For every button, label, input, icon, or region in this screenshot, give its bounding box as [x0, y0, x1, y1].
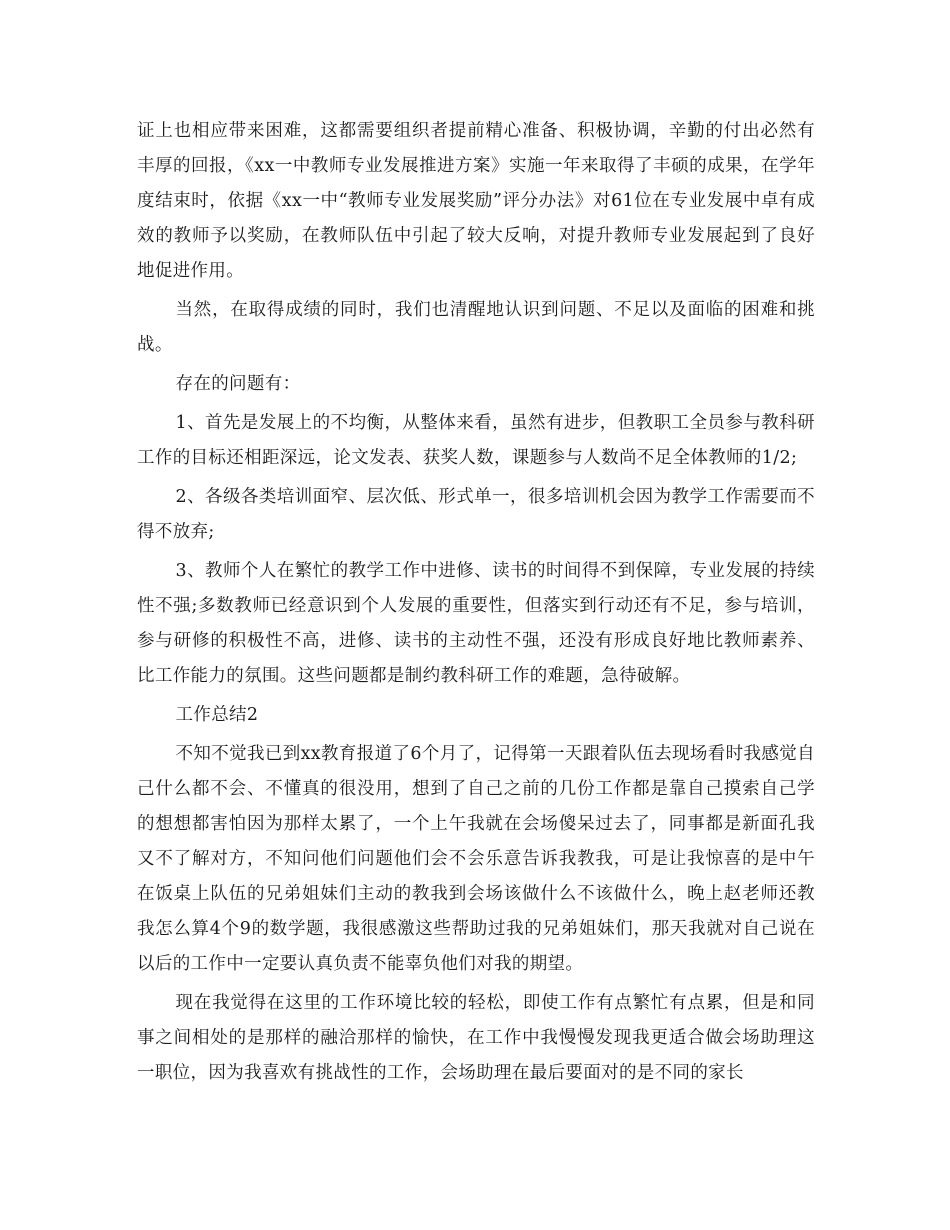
problem-item-2: 2、各级各类培训面窄、层次低、形式单一，很多培训机会因为教学工作需要而不得不放弃; [137, 487, 815, 542]
paragraph-challenges: 当然，在取得成绩的同时，我们也清醒地认识到问题、不足以及面临的困难和挑战。 [137, 300, 815, 355]
problem-item-1: 1、首先是发展上的不均衡，从整体来看，虽然有进步，但教职工全员参与教科研工作的目标还相距深远，论文发表、获奖人数，课题参与人数尚不足全体教师的1/2; [137, 413, 815, 468]
paragraph-first-months: 不知不觉我已到xx教育报道了6个月了，记得第一天跟着队伍去现场看时我感觉自己什么都不会、不懂真的很没用，想到了自己之前的几份工作都是靠自己摸索自己学的想想都害怕因为那样太累了，一个上午我就在会场傻呆过去了，同事都是新面孔我又不了解对方，不知问他们问题他们会不会乐意告诉我教我，可是让我惊喜的是中午在饭桌上队伍的兄弟姐妹们主动的教我到会场该做什么不该做什么，晚上赵老师还教我怎么算4个9的数学题，我很感激这些帮助过我的兄弟姐妹们，那天我就对自己说在以后的工作中一定要认真负责不能辜负他们对我的期望。 [137, 744, 815, 974]
section-title-work-summary-2: 工作总结2 [175, 705, 259, 725]
paragraph-continuation: 证上也相应带来困难，这都需要组织者提前精心准备、积极协调，辛勤的付出必然有丰厚的回报，《xx一中教师专业发展推进方案》实施一年来取得了丰硕的成果，在学年度结束时，依据《xx一中“教师专业发展奖励”评分办法》对61位在专业发展中卓有成效的教师予以奖励，在教师队伍中引起了较大反响，对提升教师专业发展起到了良好地促进作用。 [137, 121, 815, 281]
paragraph-current-work: 现在我觉得在这里的工作环境比较的轻松，即使工作有点繁忙有点累，但是和同事之间相处的是那样的融洽那样的愉快，在工作中我慢慢发现我更适合做会场助理这一职位，因为我喜欢有挑战性的工作，会场助理在最后要面对的是不同的家长 [137, 993, 815, 1083]
problem-item-3: 3、教师个人在繁忙的教学工作中进修、读书的时间得不到保障，专业发展的持续性不强;多数教师已经意识到个人发展的重要性，但落实到行动还有不足，参与培训，参与研修的积极性不高，进修、读书的主动性不强，还没有形成良好地比教师素养、比工作能力的氛围。这些问题都是制约教科研工作的难题，急待破解。 [137, 561, 815, 686]
problems-heading: 存在的问题有： [175, 374, 301, 394]
document-body [137, 114, 815, 1091]
